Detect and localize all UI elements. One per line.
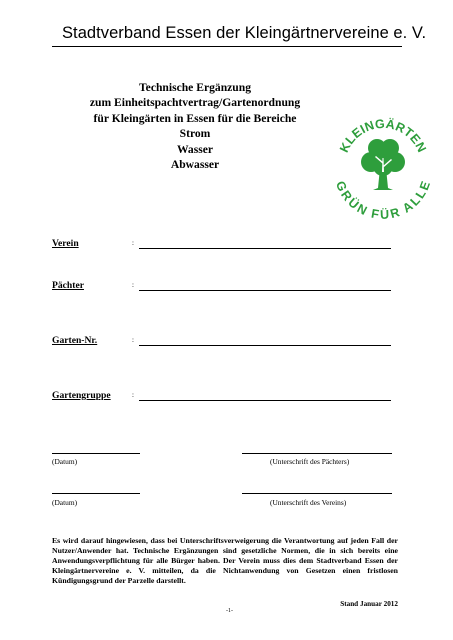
logo-graphic bbox=[333, 110, 433, 220]
field-separator: : bbox=[132, 391, 134, 399]
field-separator: : bbox=[132, 239, 134, 247]
signature-label-paechter: (Unterschrift des Pächters) bbox=[270, 457, 350, 466]
form-field-paechter bbox=[52, 280, 397, 294]
field-separator: : bbox=[132, 336, 134, 344]
date-label: (Datum) bbox=[52, 457, 78, 466]
legal-notice: Es wird darauf hingewiesen, dass bei Unterschriftsverweigerung die Verantwortung auf jeden Fall der Nutzer/Anwender hat. Technische Ergänzungen sind gesetzliche Normen, die in sich bereits eine Anwendungsverpflichtung für alle Bürger haben. Der Verein muss dies dem Stadtverband Essen der Kleingärtnervereine e. V. mitteilen, da die Nichtanwendung von Gesetzen einen fristlosen Kündigungsgrund der Parzelle darstellt. bbox=[52, 536, 398, 585]
form-field-garten-nr bbox=[52, 335, 397, 349]
field-label: Pächter bbox=[52, 280, 84, 291]
title-line: Technische Ergänzung bbox=[139, 81, 251, 94]
field-label: Verein bbox=[52, 238, 79, 249]
logo-bottom-text: GRÜN FÜR ALLE bbox=[333, 179, 433, 220]
stand-date: Stand Januar 2012 bbox=[340, 600, 398, 608]
title-line: Wasser bbox=[176, 142, 214, 156]
date-line-verein[interactable] bbox=[52, 493, 140, 494]
title-line: zum Einheitspachtvertrag/Gartenordnung bbox=[89, 96, 301, 110]
field-label: Garten-Nr. bbox=[52, 335, 98, 346]
title-line: Strom bbox=[179, 127, 211, 141]
kleingaerten-logo bbox=[333, 110, 433, 220]
field-label: Gartengruppe bbox=[52, 390, 111, 401]
gartengruppe-input-line[interactable] bbox=[139, 400, 391, 401]
paechter-input-line[interactable] bbox=[139, 290, 391, 291]
field-separator: : bbox=[132, 281, 134, 289]
document-header: Stadtverband Essen der Kleingärtnervereine e. V. bbox=[62, 24, 427, 42]
signature-label-verein: (Unterschrift des Vereins) bbox=[270, 498, 347, 507]
signature-line-paechter[interactable] bbox=[242, 453, 392, 454]
signature-line-verein[interactable] bbox=[242, 493, 392, 494]
page-number: -1- bbox=[226, 608, 233, 614]
title-line: Abwasser bbox=[170, 158, 220, 172]
logo-top-text: KLEINGÄRTEN bbox=[337, 116, 429, 155]
date-line-paechter[interactable] bbox=[52, 453, 140, 454]
title-line: für Kleingärten in Essen für die Bereiche bbox=[93, 111, 297, 125]
document-title bbox=[80, 80, 310, 172]
form-field-verein bbox=[52, 238, 397, 252]
verein-input-line[interactable] bbox=[139, 248, 391, 249]
header-rule bbox=[52, 46, 402, 47]
form-field-gartengruppe bbox=[52, 390, 397, 404]
garten-nr-input-line[interactable] bbox=[139, 345, 391, 346]
date-label: (Datum) bbox=[52, 498, 78, 507]
